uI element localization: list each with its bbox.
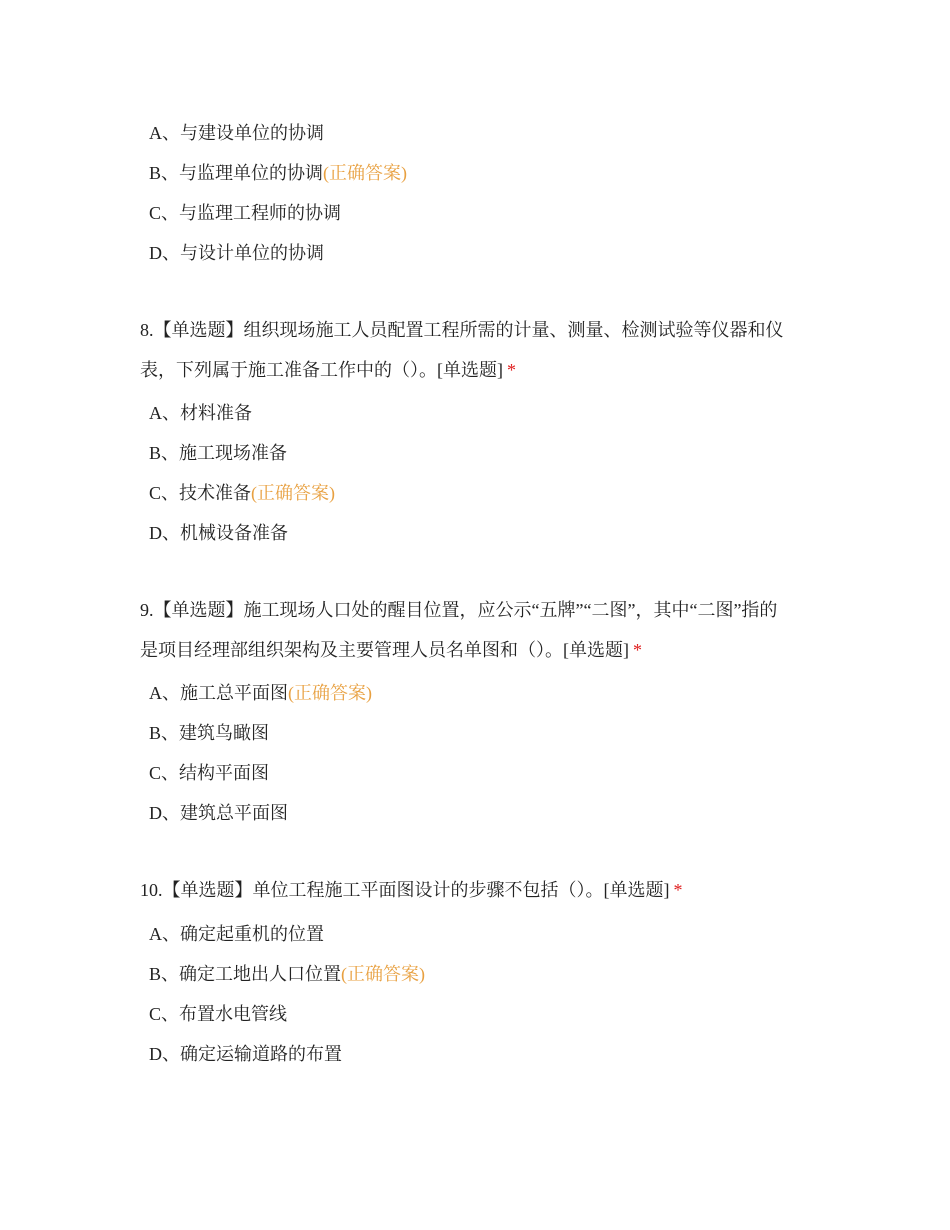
option-c[interactable] xyxy=(149,1002,287,1026)
option-label: B、与监理单位的协调 xyxy=(149,163,324,183)
option-d[interactable] xyxy=(149,521,288,545)
question-text: 是项目经理部组织架构及主要管理人员名单图和（）。[单选题] xyxy=(140,640,629,660)
option-label: D、建筑总平面图 xyxy=(149,803,288,823)
option-label: A、与建设单位的协调 xyxy=(149,123,324,143)
option-c[interactable] xyxy=(149,481,335,505)
correct-answer-tag: (正确答案) xyxy=(288,683,372,703)
option-label: C、结构平面图 xyxy=(149,763,270,783)
question-text-line xyxy=(140,870,820,910)
option-b[interactable] xyxy=(149,161,407,185)
question-10-title xyxy=(140,870,820,910)
option-b[interactable] xyxy=(149,721,269,745)
option-label: C、与监理工程师的协调 xyxy=(149,203,342,223)
option-label: D、机械设备准备 xyxy=(149,523,288,543)
option-label: B、建筑鸟瞰图 xyxy=(149,723,270,743)
correct-answer-tag: (正确答案) xyxy=(341,964,426,984)
option-d[interactable] xyxy=(149,801,288,825)
option-a[interactable] xyxy=(149,681,372,705)
option-b[interactable] xyxy=(149,441,287,465)
question-9-title xyxy=(140,590,820,670)
required-marker: * xyxy=(633,640,642,660)
question-text-line xyxy=(140,350,820,390)
question-8-title xyxy=(140,310,820,390)
correct-answer-tag: (正确答案) xyxy=(251,483,336,503)
option-label: C、技术准备 xyxy=(149,483,252,503)
option-label: B、施工现场准备 xyxy=(149,443,288,463)
option-c[interactable] xyxy=(149,761,269,785)
option-label: D、确定运输道路的布置 xyxy=(149,1044,342,1064)
required-marker: * xyxy=(507,360,516,380)
option-d[interactable] xyxy=(149,1042,342,1066)
option-c[interactable] xyxy=(149,201,341,225)
question-text: 表，下列属于施工准备工作中的（）。[单选题] xyxy=(140,360,503,380)
question-text-line: 9.【单选题】施工现场人口处的醒目位置，应公示“五牌”“二图”，其中“二图”指的 xyxy=(140,600,778,620)
option-label: B、确定工地出人口位置 xyxy=(149,964,342,984)
option-a[interactable] xyxy=(149,922,324,946)
option-label: A、材料准备 xyxy=(149,403,252,423)
option-a[interactable] xyxy=(149,401,252,425)
option-label: A、施工总平面图 xyxy=(149,683,288,703)
option-b[interactable] xyxy=(149,962,425,986)
question-text-line: 8.【单选题】组织现场施工人员配置工程所需的计量、测量、检测试验等仪器和仪 xyxy=(140,320,784,340)
correct-answer-tag: (正确答案) xyxy=(323,163,408,183)
question-text: 10.【单选题】单位工程施工平面图设计的步骤不包括（）。[单选题] xyxy=(140,880,670,900)
option-label: C、布置水电管线 xyxy=(149,1004,288,1024)
question-text-line xyxy=(140,630,820,670)
required-marker: * xyxy=(673,880,683,900)
option-label: D、与设计单位的协调 xyxy=(149,243,324,263)
option-a[interactable] xyxy=(149,121,324,145)
option-d[interactable] xyxy=(149,241,324,265)
option-label: A、确定起重机的位置 xyxy=(149,924,324,944)
